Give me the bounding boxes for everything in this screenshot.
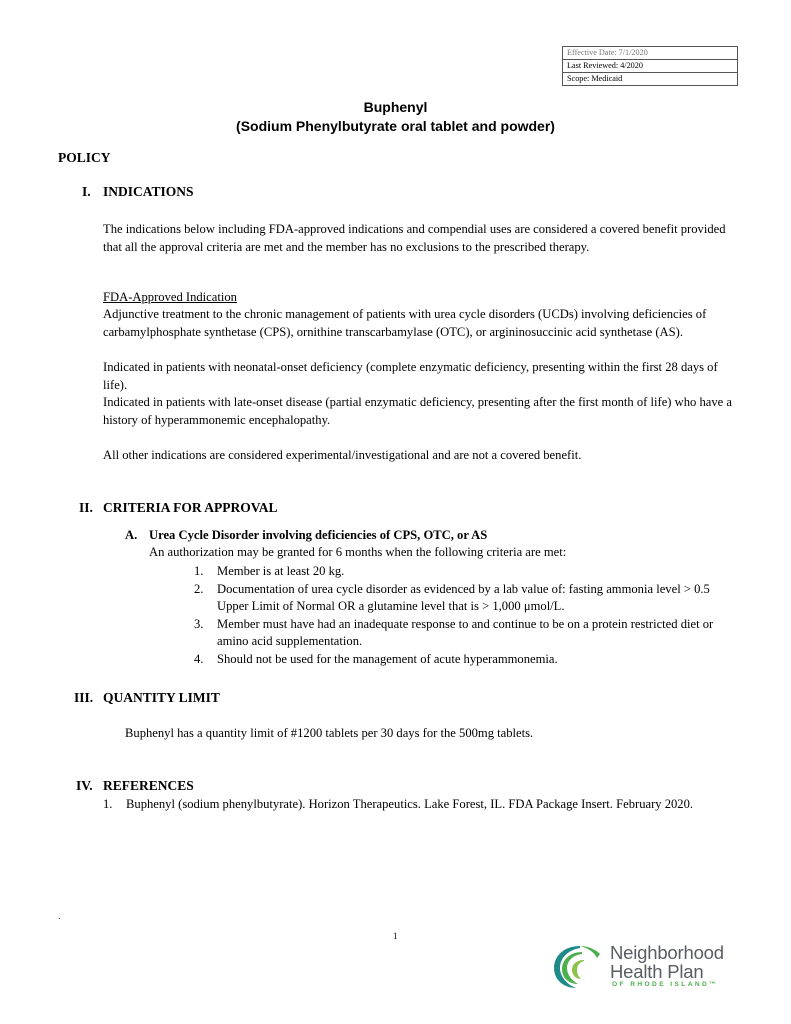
fda-indication-2: Indicated in patients with neonatal-onset deficiency (complete enzymatic deficiency, presenting within the first 28 days of life). (103, 360, 718, 392)
indications-heading: INDICATIONS (103, 184, 194, 199)
stray-dot: . (58, 912, 61, 921)
indications-numeral: I. (82, 184, 91, 199)
logo-swirl-icon (550, 940, 610, 990)
criteria-item: 4. Should not be used for the management of acute hyperammonemia. (194, 651, 558, 666)
quantity-numeral: III. (74, 690, 94, 705)
page-number: 1 (393, 931, 398, 941)
other-indications: All other indications are considered experimental/investigational and are not a covered benefit. (103, 448, 582, 462)
criteria-sub-letter: A. (125, 528, 138, 542)
logo-subtitle: OF RHODE ISLAND™ (612, 981, 719, 988)
effective-date-box (562, 46, 738, 86)
criteria-list (194, 563, 734, 668)
references-heading: REFERENCES (103, 778, 194, 793)
indications-intro: The indications below including FDA-approved indications and compendial uses are considered a covered benefit provided that all the approval criteria are met and the member has no exclusions to the prescribed therapy. (103, 222, 726, 254)
effective-date: Effective Date: 7/1/2020 (563, 47, 737, 60)
doc-title: Buphenyl (363, 99, 428, 115)
neighborhood-health-plan-logo (550, 940, 750, 992)
scope: Scope: Medicaid (567, 74, 623, 83)
fda-approved-heading: FDA-Approved Indication (103, 290, 237, 304)
criteria-item: 2. Documentation of urea cycle disorder as evidenced by a lab value of: fasting ammonia level > 0.5 Upper Limit of Normal OR a glutamine level that is > 1,000 μmol/L. (194, 581, 710, 613)
quantity-text: Buphenyl has a quantity limit of #1200 tablets per 30 days for the 500mg tablets. (125, 726, 534, 740)
fda-indication-1: Adjunctive treatment to the chronic management of patients with urea cycle disorders (UCDs) involving deficiencies of carbamylphosphate synthetase (CPS), ornithine transcarbamylase (OTC), or argininosuccinic acid synthetase (AS). (103, 307, 707, 339)
doc-subtitle: (Sodium Phenylbutyrate oral tablet and powder) (236, 118, 555, 134)
quantity-heading: QUANTITY LIMIT (103, 690, 220, 705)
criteria-intro: An authorization may be granted for 6 months when the following criteria are met: (149, 545, 567, 559)
reference-item: 1. Buphenyl (sodium phenylbutyrate). Horizon Therapeutics. Lake Forest, IL. FDA Package Insert. February 2020. (103, 797, 694, 811)
last-reviewed: Last Reviewed: 4/2020 (563, 60, 737, 73)
criteria-heading: CRITERIA FOR APPROVAL (103, 500, 278, 515)
references-list (103, 796, 743, 814)
criteria-item: 1. Member is at least 20 kg. (194, 564, 345, 578)
fda-indication-3: Indicated in patients with late-onset disease (partial enzymatic deficiency, presenting after the first month of life) who have a history of hyperammonemic encephalopathy. (103, 395, 732, 427)
criteria-numeral: II. (79, 500, 93, 515)
criteria-item: 3. Member must have had an inadequate response to and continue to be on a protein restricted diet or amino acid supplementation. (194, 616, 714, 648)
policy-heading: POLICY (58, 150, 111, 165)
criteria-sub-heading: Urea Cycle Disorder involving deficiencies of CPS, OTC, or AS (149, 528, 488, 542)
logo-name: Neighborhood Health Plan (610, 942, 724, 982)
references-numeral: IV. (76, 778, 93, 793)
